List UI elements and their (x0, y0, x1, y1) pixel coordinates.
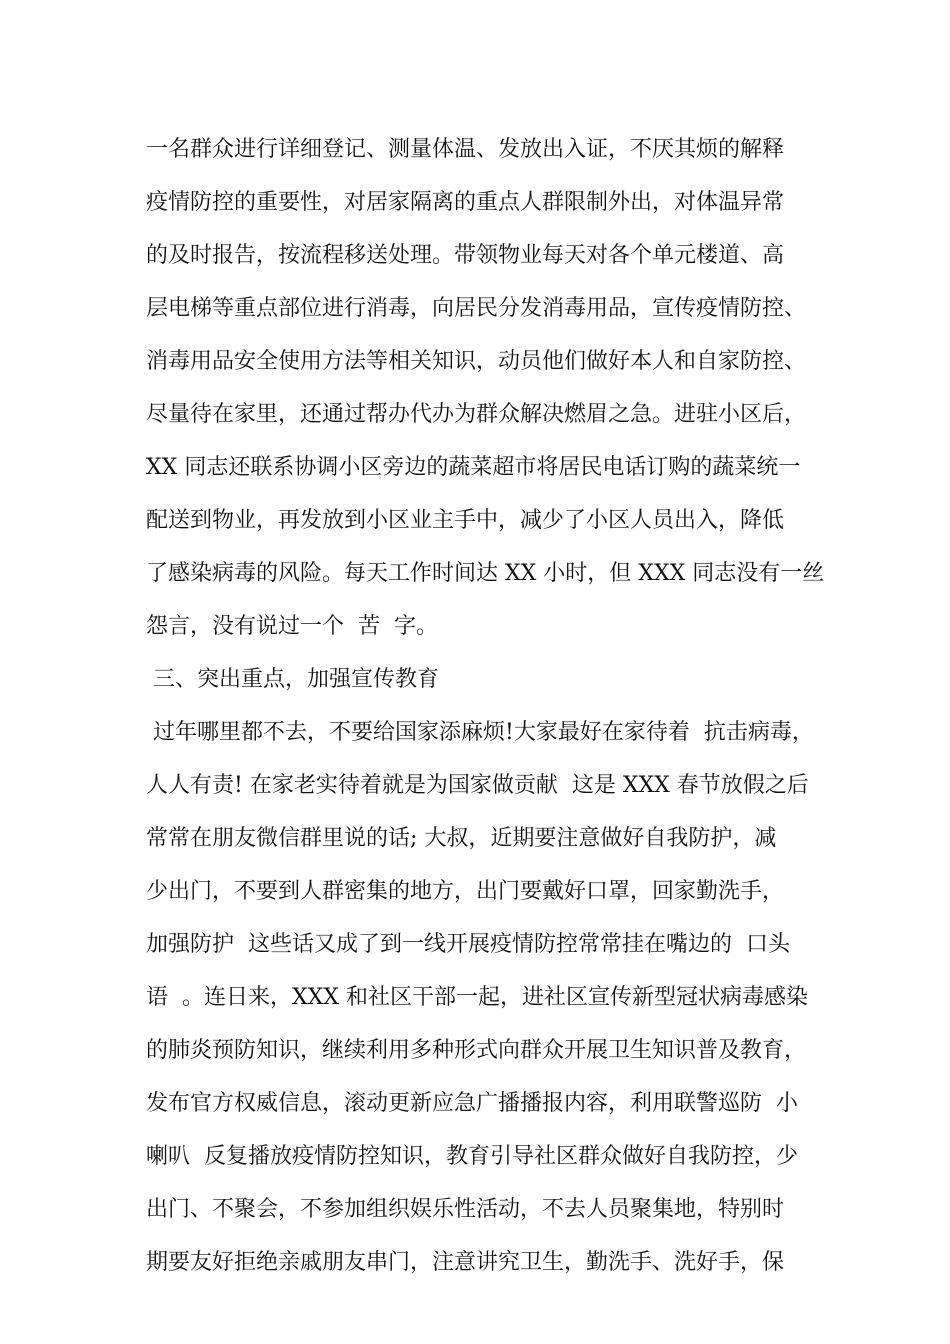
text-line: 喇叭 反复播放疫情防控知识，教育引导社区群众做好自我防控，少 (146, 1144, 798, 1169)
text-line: XX 同志还联系协调小区旁边的蔬菜超市将居民电话订购的蔬菜统一 (146, 455, 801, 480)
text-line: 过年哪里都不去，不要给国家添麻烦!大家最好在家待着 抗击病毒， (146, 720, 814, 745)
section-heading: 三、突出重点，加强宣传教育 (146, 667, 439, 692)
text-line: 少出门，不要到人群密集的地方，出门要戴好口罩，回家勤洗手， (146, 879, 785, 904)
text-line: 怨言，没有说过一个 苦 字。 (146, 614, 438, 639)
text-line: 疫情防控的重要性，对居家隔离的重点人群限制外出，对体温异常 (146, 190, 785, 215)
text-line: 出门、不聚会，不参加组织娱乐性活动，不去人员聚集地，特别时 (146, 1197, 785, 1222)
text-line: 发布官方权威信息，滚动更新应急广播播报内容，利用联警巡防 小 (146, 1091, 798, 1116)
text-line: 常常在朋友微信群里说的话; 大叔，近期要注意做好自我防护，减 (146, 826, 777, 851)
text-line: 的肺炎预防知识，继续利用多种形式向群众开展卫生知识普及教育， (146, 1038, 807, 1063)
text-line: 尽量待在家里，还通过帮办代办为群众解决燃眉之急。进驻小区后， (146, 402, 807, 427)
text-line: 语 。连日来，XXX 和社区干部一起，进社区宣传新型冠状病毒感染 (146, 985, 808, 1010)
text-line: 层电梯等重点部位进行消毒，向居民分发消毒用品，宣传疫情防控、 (146, 296, 807, 321)
text-line: 人人有责! 在家老实待着就是为国家做贡献 这是 XXX 春节放假之后 (146, 773, 809, 798)
text-line: 配送到物业，再发放到小区业主手中，减少了小区人员出入，降低 (146, 508, 785, 533)
text-line: 一名群众进行详细登记、测量体温、发放出入证，不厌其烦的解释 (146, 137, 785, 162)
text-line: 了感染病毒的风险。每天工作时间达 XX 小时，但 XXX 同志没有一丝 (146, 561, 825, 586)
text-line: 期要友好拒绝亲戚朋友串门，注意讲究卫生，勤洗手、洗好手，保 (146, 1250, 785, 1275)
text-line: 的及时报告，按流程移送处理。带领物业每天对各个单元楼道、高 (146, 243, 785, 268)
text-line: 加强防护 这些话又成了到一线开展疫情防控常常挂在嘴边的 口头 (146, 932, 790, 957)
text-line: 消毒用品安全使用方法等相关知识，动员他们做好本人和自家防控、 (146, 349, 807, 374)
